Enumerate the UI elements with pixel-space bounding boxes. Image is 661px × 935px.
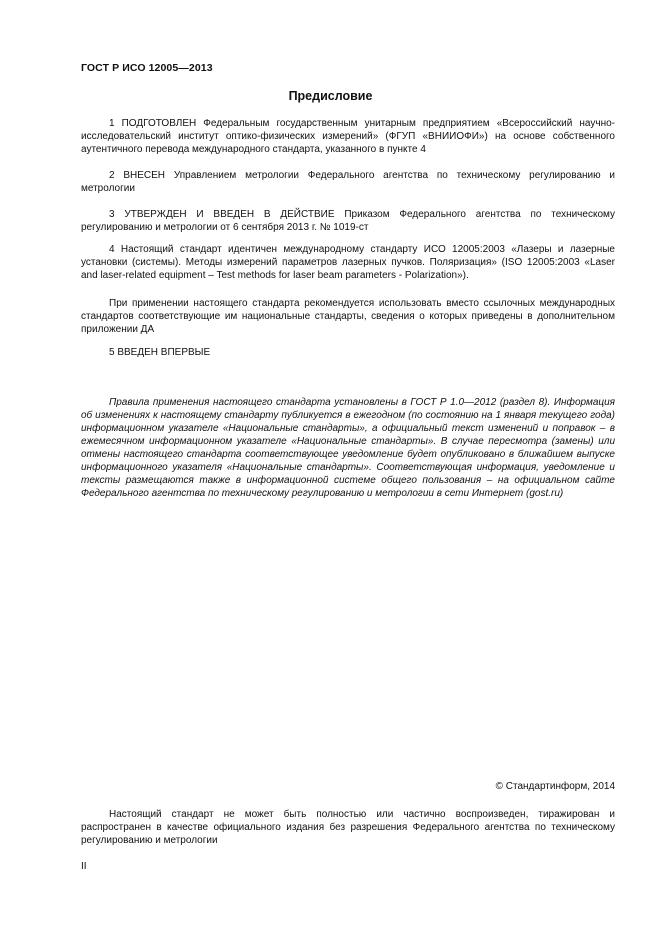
paragraph-introduced-first: 5 ВВЕДЕН ВПЕРВЫЕ — [109, 347, 211, 358]
notice-rules-of-application: Правила применения настоящего стандарта установлены в ГОСТ Р 1.0—2012 (раздел 8). Информация об изменениях к настоящему стандарту публикуется в ежегодном (по состоянию на 1 января текущего года) информационном указателе «Национальные стандарты», а официальный текст изменений и поправок – в ежемесячном информационном указателе «Национальные стандарты». В случае пересмотра (замены) или отмены настоящего стандарта соответствующее уведомление будет опубликовано в ближайшем выпуске информационного указателя «Национальные стандарты». Соответствующая информация, уведомление и тексты размещаются также в информационной системе общего пользования – на официальном сайте Федерального агентства по техническому регулированию и метрологии в сети Интернет (gost.ru) — [81, 397, 615, 499]
paragraph-identical-standard: 4 Настоящий стандарт идентичен международному стандарту ИСО 12005:2003 «Лазеры и лазерные установки (системы). Методы измерений параметров лазерных пучков. Поляризация» (ISO 12005:2003 «Laser and laser-related equipment – Test methods for laser beam parameters - Polarization»). — [81, 244, 615, 281]
paragraph-approved: 3 УТВЕРЖДЕН И ВВЕДЕН В ДЕЙСТВИЕ Приказом Федерального агентства по техническому регулированию и метрологии от 6 сентября 2013 г. № 1019-ст — [81, 209, 615, 233]
reproduction-notice: Настоящий стандарт не может быть полностью или частично воспроизведен, тиражирован и распространен в качестве официального издания без разрешения Федерального агентства по техническому регулированию и метрологии — [81, 809, 615, 846]
copyright-line: © Стандартинформ, 2014 — [495, 781, 615, 792]
document-code-header: ГОСТ Р ИСО 12005—2013 — [81, 62, 213, 74]
page-number: II — [81, 861, 87, 872]
paragraph-introduced-by: 2 ВНЕСЕН Управлением метрологии Федерального агентства по техническому регулированию и метрологии — [81, 170, 615, 194]
paragraph-prepared-by: 1 ПОДГОТОВЛЕН Федеральным государственным унитарным предприятием «Всероссийский научно-исследовательский институт оптико-физических измерений» (ФГУП «ВНИИОФИ») на основе собственного аутентичного перевода международного стандарта, указанного в пункте 4 — [81, 118, 615, 155]
paragraph-reference-standards: При применении настоящего стандарта рекомендуется использовать вместо ссылочных международных стандартов соответствующие им национальные стандарты, сведения о которых приведены в дополнительном приложении ДА — [81, 298, 615, 335]
page-title: Предисловие — [288, 89, 373, 103]
